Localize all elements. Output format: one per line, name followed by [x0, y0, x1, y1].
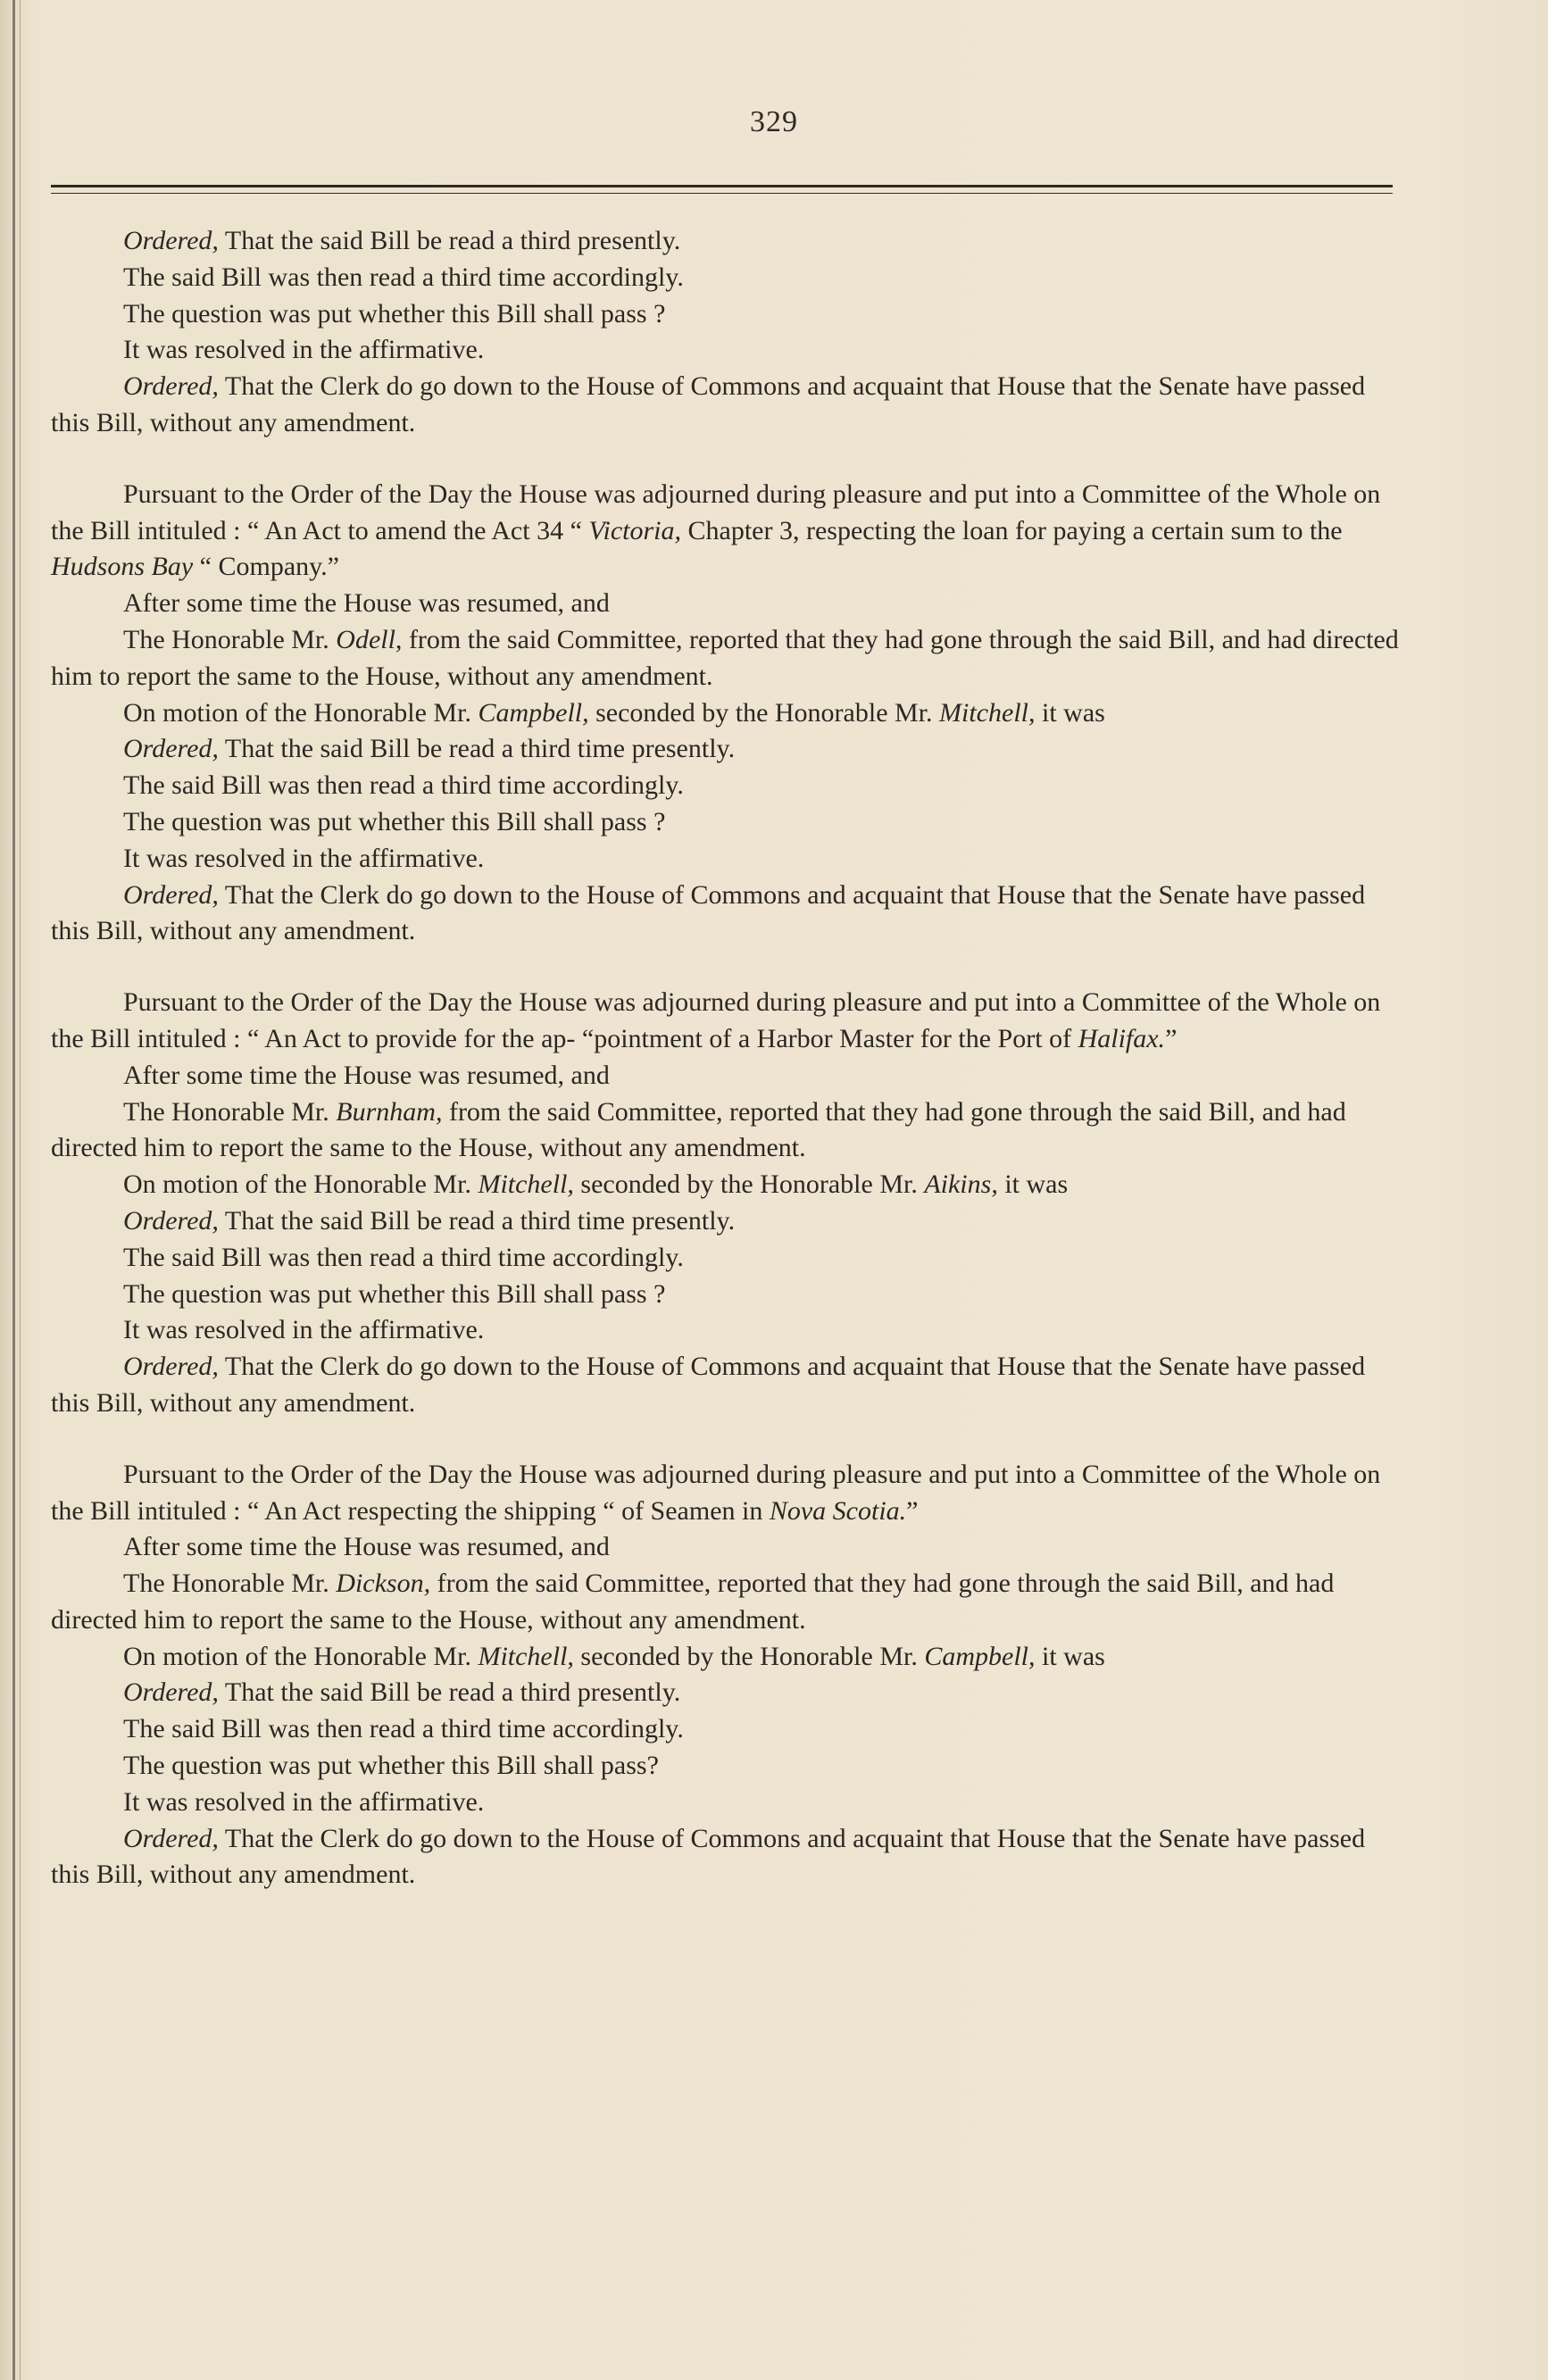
member-name: Mitchell, [939, 697, 1036, 728]
paragraph-text: Pursuant to the Order of the Day the House was adjourned during pleasure and put into a Committee of the Whole on the Bill intituled : “ An Act respecting the shipping “ of Seamen in [51, 1459, 1381, 1526]
paragraph-text: Pursuant to the Order of the Day the House was adjourned during pleasure and put into a Committee of the Whole on the Bill intituled : “ An Act to amend the Act 34 “ [51, 478, 1381, 545]
ordered-label: Ordered, [123, 1677, 219, 1708]
paragraph [51, 1639, 1404, 1676]
paragraph-text: ” [1165, 1023, 1178, 1053]
member-name: Aikins, [924, 1169, 998, 1200]
ordered-label: Ordered, [123, 1823, 219, 1853]
ordered-label: Ordered, [123, 371, 219, 402]
paragraph [51, 1094, 1404, 1168]
ordered-label: Ordered, [123, 879, 219, 910]
paragraph: The question was put whether this Bill shall pass ? [123, 1278, 666, 1309]
member-name: Campbell, [478, 697, 589, 728]
paragraph-text: That the Clerk do go down to the House of Commons and acquaint that House that the Senate have passed this Bill, without any amendment. [51, 371, 1366, 437]
paragraph [51, 1349, 1404, 1422]
paragraph [51, 223, 1404, 260]
member-name: Mitchell, [478, 1641, 574, 1671]
paragraph [51, 1821, 1404, 1894]
paragraph: The question was put whether this Bill shall pass ? [123, 806, 666, 836]
ordered-label: Ordered, [123, 1205, 219, 1236]
paragraph: The question was put whether this Bill shall pass? [123, 1751, 659, 1781]
italic-name: Halifax. [1078, 1023, 1166, 1053]
paragraph [51, 695, 1404, 732]
italic-name: Hudsons Bay [51, 552, 194, 582]
paragraph-text: The Honorable Mr. [123, 624, 337, 654]
member-name: Campbell, [924, 1641, 1036, 1671]
section-4 [51, 1457, 1404, 1894]
binding-edge-inner [20, 0, 21, 2380]
paragraph [51, 985, 1404, 1058]
ordered-label: Ordered, [123, 1352, 219, 1382]
ordered-label: Ordered, [123, 226, 219, 255]
paragraph: The said Bill was then read a third time accordingly. [123, 770, 684, 801]
paragraph-text: from the said Committee, reported that they had gone through the said Bill, and had directed him to report the same to the House, without any amendment. [51, 1569, 1335, 1635]
paragraph-text: That the said Bill be read a third time presently. [218, 1205, 736, 1236]
section-2 [51, 477, 1404, 950]
ordered-label: Ordered, [123, 734, 219, 764]
paragraph [51, 1203, 1404, 1240]
paragraph-text: seconded by the Honorable Mr. [573, 1641, 925, 1671]
italic-name: Nova Scotia. [769, 1495, 907, 1526]
paragraph-text: Pursuant to the Order of the Day the House was adjourned during pleasure and put into a Committee of the Whole on the Bill intituled : “ An Act to provide for the ap- “pointment of a Harbor Master for the Port of [51, 987, 1381, 1053]
paragraph-text: On motion of the Honorable Mr. [123, 1169, 479, 1200]
document-body [51, 223, 1404, 1893]
paragraph [51, 1566, 1404, 1639]
paragraph [51, 1457, 1404, 1530]
paragraph: It was resolved in the affirmative. [123, 1786, 485, 1817]
paragraph: The said Bill was then read a third time accordingly. [123, 1714, 684, 1744]
italic-name: Victoria, [588, 515, 681, 545]
paragraph-text: The Honorable Mr. [123, 1096, 337, 1127]
paragraph: The said Bill was then read a third time accordingly. [123, 1242, 684, 1272]
section-3 [51, 985, 1404, 1422]
paragraph [51, 622, 1404, 695]
paragraph-text: That the Clerk do go down to the House of Commons and acquaint that House that the Senate have passed this Bill, without any amendment. [51, 1352, 1366, 1418]
paragraph-text: That the Clerk do go down to the House of Commons and acquaint that House that the Senate have passed this Bill, without any amendment. [51, 879, 1366, 946]
paragraph [51, 477, 1404, 586]
binding-edge [12, 0, 15, 2380]
paragraph: It was resolved in the affirmative. [123, 1315, 485, 1345]
paragraph: After some time the House was resumed, and [123, 1060, 610, 1090]
paragraph-text: That the said Bill be read a third time presently. [218, 734, 736, 764]
paragraph-text: it was [1035, 1641, 1105, 1671]
header-rule-thick [51, 185, 1393, 187]
header-rule-thin [51, 193, 1393, 194]
paragraph-text: “ Company.” [193, 552, 339, 582]
paragraph-text: That the said Bill be read a third presently. [218, 1677, 681, 1708]
paragraph: The said Bill was then read a third time accordingly. [123, 262, 684, 292]
member-name: Odell, [336, 624, 403, 654]
paragraph [51, 731, 1404, 768]
paragraph-text: On motion of the Honorable Mr. [123, 1641, 479, 1671]
paragraph-text: seconded by the Honorable Mr. [588, 697, 940, 728]
paragraph [51, 1167, 1404, 1203]
paragraph-text: seconded by the Honorable Mr. [573, 1169, 925, 1200]
paragraph [51, 1675, 1404, 1711]
paragraph-text: it was [1035, 697, 1105, 728]
paragraph: The question was put whether this Bill shall pass ? [123, 298, 666, 329]
paragraph-text: it was [997, 1169, 1069, 1200]
paragraph [51, 369, 1404, 442]
paragraph-text: The Honorable Mr. [123, 1569, 337, 1599]
paragraph-text: ” [906, 1495, 919, 1526]
paragraph: After some time the House was resumed, and [123, 588, 610, 619]
paragraph-text: That the Clerk do go down to the House of Commons and acquaint that House that the Senate have passed this Bill, without any amendment. [51, 1823, 1366, 1890]
paragraph-text: On motion of the Honorable Mr. [123, 697, 479, 728]
paragraph-text: from the said Committee, reported that they had gone through the said Bill, and had directed him to report the same to the House, without any amendment. [51, 624, 1399, 691]
member-name: Mitchell, [478, 1169, 574, 1200]
paragraph [51, 878, 1404, 951]
paragraph-text: Chapter 3, respecting the loan for paying a certain sum to the [681, 515, 1343, 545]
section-1 [51, 223, 1404, 442]
paragraph: It was resolved in the affirmative. [123, 335, 485, 365]
member-name: Burnham, [336, 1096, 443, 1127]
page-number: 329 [750, 105, 798, 138]
paragraph: It was resolved in the affirmative. [123, 843, 485, 873]
paragraph-text: That the said Bill be read a third presently. [218, 226, 681, 255]
paragraph: After some time the House was resumed, and [123, 1532, 610, 1562]
member-name: Dickson, [336, 1569, 431, 1599]
paragraph-text: from the said Committee, reported that they had gone through the said Bill, and had directed him to report the same to the House, without any amendment. [51, 1096, 1346, 1163]
